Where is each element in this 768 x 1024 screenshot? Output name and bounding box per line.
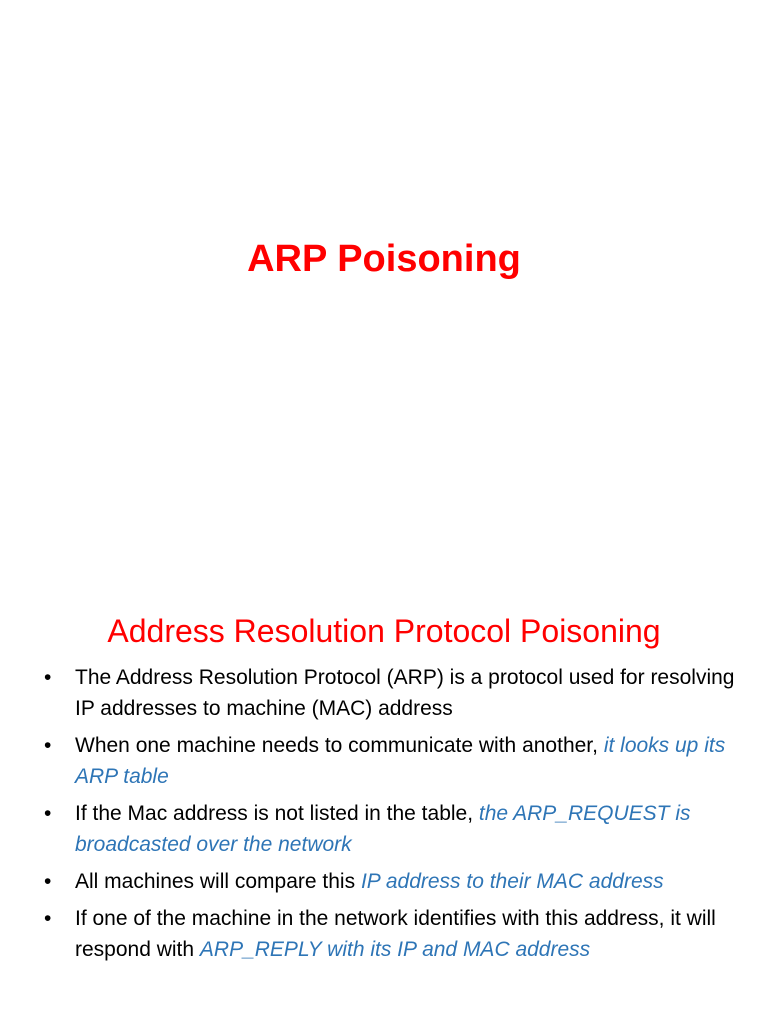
bullet-text: The Address Resolution Protocol (ARP) is a protocol used for resolving IP addresses to machine (MAC) address <box>75 666 735 720</box>
slide-title: ARP Poisoning <box>247 238 521 280</box>
slide-2 <box>0 576 768 1024</box>
bullet-emphasis: the ARP_REQUEST is broadcasted over the network <box>75 802 691 856</box>
bullet-emphasis: it looks up its ARP table <box>75 734 726 788</box>
bullet-text: If the Mac address is not listed in the table, <box>75 802 479 825</box>
bullet-dot: • <box>44 802 52 825</box>
bullet-item <box>44 730 740 792</box>
bullet-item <box>44 798 740 860</box>
bullet-dot: • <box>44 870 52 893</box>
bullet-text: If one of the machine in the network identifies with this address, it will respond with <box>75 907 716 961</box>
bullet-item <box>44 662 740 724</box>
slide-heading: Address Resolution Protocol Poisoning <box>107 613 661 649</box>
bullet-dot: • <box>44 907 52 930</box>
bullet-text: When one machine needs to communicate with another, <box>75 734 604 757</box>
bullet-list <box>44 662 740 971</box>
bullet-text: All machines will compare this <box>75 870 361 893</box>
bullet-emphasis: ARP_REPLY with its IP and MAC address <box>199 938 591 961</box>
bullet-item <box>44 903 740 965</box>
bullet-dot: • <box>44 666 52 689</box>
bullet-item <box>44 866 740 897</box>
bullet-dot: • <box>44 734 52 757</box>
bullet-emphasis: IP address to their MAC address <box>360 870 664 893</box>
